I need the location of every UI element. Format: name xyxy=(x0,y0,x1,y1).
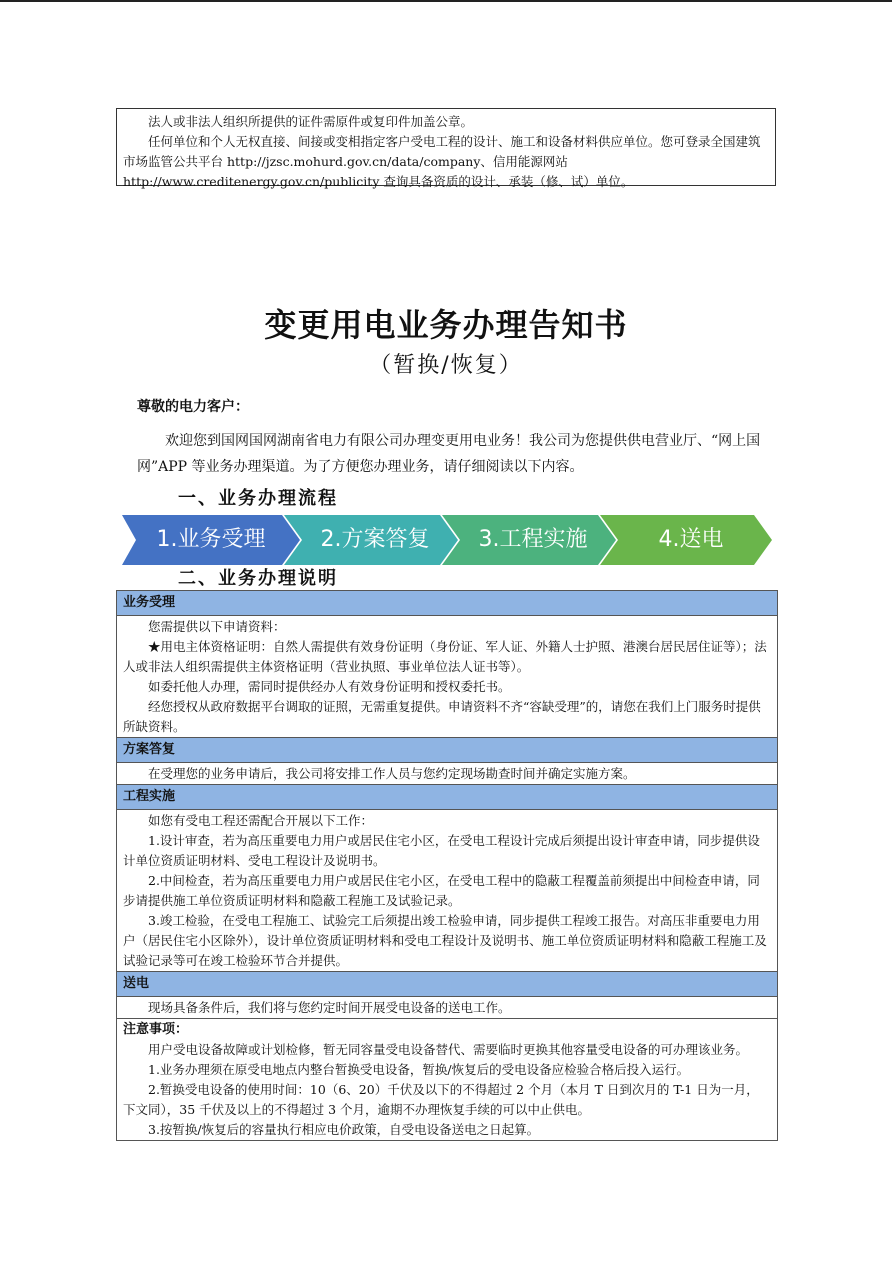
acceptance-line: 如委托他人办理，需同时提供经办人有效身份证明和授权委托书。 xyxy=(148,679,511,694)
notes-heading: 注意事项： xyxy=(117,1018,777,1039)
process-flow xyxy=(122,515,772,565)
engineering-line: 如您有受电工程还需配合开展以下工作： xyxy=(148,813,374,828)
notes-body xyxy=(117,1039,777,1140)
plan-line: 在受理您的业务申请后，我公司将安排工作人员与您约定现场勘查时间并确定实施方案。 xyxy=(148,766,636,781)
notes-line: 3.按暂换/恢复后的容量执行相应电价政策，自受电设备送电之日起算。 xyxy=(148,1122,540,1137)
notice-line-1: 法人或非法人组织所提供的证件需原件或复印件加盖公章。 xyxy=(148,114,474,129)
qualification-notice-box xyxy=(116,108,776,189)
flow-step-3: 3.工程实施 xyxy=(478,527,588,552)
engineering-line: 3.竣工检验，在受电工程施工、试验完工后须提出竣工检验申请，同步提供工程竣工报告。对高压非重要电力用户（居民住宅小区除外），设计单位资质证明材料和受电工程设计及说明书、施工单位资质证明材料和隐蔽工程施工及试验记录等可在竣工检验环节合并提供。 xyxy=(123,913,767,968)
acceptance-line: ★用电主体资格证明：自然人需提供有效身份证明（身份证、军人证、外籍人士护照、港澳台居民居住证等）；法人或非法人组织需提供主体资格证明（营业执照、事业单位法人证书等）。 xyxy=(123,639,767,674)
greeting: 尊敬的电力客户： xyxy=(137,399,249,415)
page-top-border xyxy=(0,0,892,2)
engineering-line: 1.设计审查，若为高压重要电力用户或居民住宅小区，在受电工程设计完成后须提出设计审查申请，同步提供设计单位资质证明材料、受电工程设计及说明书。 xyxy=(123,833,760,868)
section-heading-process: 一、业务办理流程 xyxy=(178,488,338,509)
power-body xyxy=(117,997,777,1018)
flow-step-4: 4.送电 xyxy=(658,527,724,552)
power-line: 现场具备条件后，我们将与您约定时间开展受电设备的送电工作。 xyxy=(148,1000,511,1015)
acceptance-line: 您需提供以下申请资料： xyxy=(148,619,286,634)
page-subtitle: （暂换/恢复） xyxy=(369,353,523,378)
engineering-body xyxy=(117,810,777,971)
section-heading-description: 二、业务办理说明 xyxy=(178,568,338,589)
acceptance-line: 经您授权从政府数据平台调取的证照，无需重复提供。申请资料不齐“容缺受理”的，请您在我们上门服务时提供所缺资料。 xyxy=(123,699,761,734)
power-heading: 送电 xyxy=(117,971,777,997)
flow-step-1: 1.业务受理 xyxy=(156,527,266,552)
plan-body xyxy=(117,763,777,784)
engineering-heading: 工程实施 xyxy=(117,784,777,810)
notes-line: 用户受电设备故障或计划检修，暂无同容量受电设备替代、需要临时更换其他容量受电设备的可办理该业务。 xyxy=(148,1042,749,1057)
engineering-line: 2.中间检查，若为高压重要电力用户或居民住宅小区，在受电工程中的隐蔽工程覆盖前须提出中间检查申请，同步请提供施工单位资质证明材料和隐蔽工程施工及试验记录。 xyxy=(123,873,760,908)
intro-paragraph: 欢迎您到国网国网湖南省电力有限公司办理变更用电业务！我公司为您提供供电营业厅、“网上国网”APP 等业务办理渠道。为了方便您办理业务，请仔细阅读以下内容。 xyxy=(137,433,761,475)
page-title: 变更用电业务办理告知书 xyxy=(264,306,628,344)
acceptance-body xyxy=(117,616,777,737)
plan-heading: 方案答复 xyxy=(117,737,777,763)
notes-line: 2.暂换受电设备的使用时间：10（6、20）千伏及以下的不得超过 2 个月（本月 T 日到次月的 T-1 日为一月，下文同），35 千伏及以上的不得超过 3 个月，逾期不办理恢复手续的可以中止供电。 xyxy=(123,1082,759,1117)
acceptance-heading: 业务受理 xyxy=(117,591,777,616)
flow-step-2: 2.方案答复 xyxy=(320,527,430,552)
description-table xyxy=(116,590,778,1141)
notice-line-2: 任何单位和个人无权直接、间接或变相指定客户受电工程的设计、施工和设备材料供应单位。您可登录全国建筑市场监管公共平台 http://jzsc.mohurd.gov.cn/data/company、信用能源网站 http://www.creditenergy.gov.cn/publicity 查询具备资质的设计、承装（修、试）单位。 xyxy=(123,134,761,189)
notes-line: 1.业务办理须在原受电地点内整台暂换受电设备，暂换/恢复后的受电设备应检验合格后投入运行。 xyxy=(148,1062,690,1077)
